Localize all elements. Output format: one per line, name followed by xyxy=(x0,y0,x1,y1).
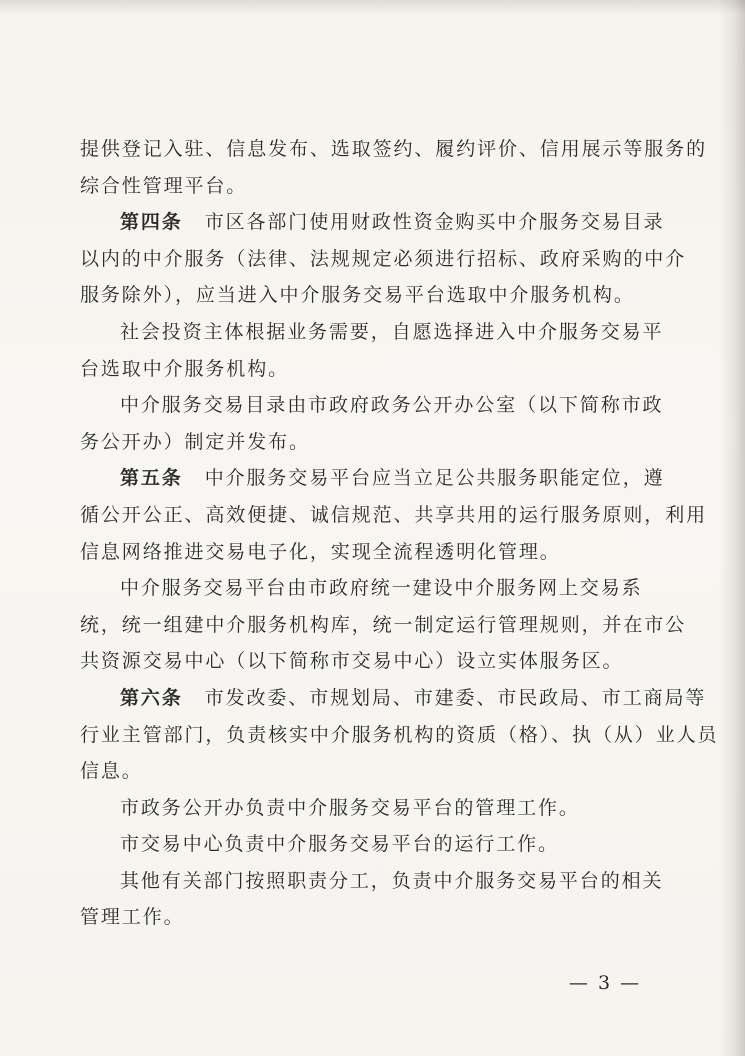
article-text: 市区各部门使用财政性资金购买中介服务交易目录 xyxy=(204,211,665,234)
paragraph-line: 中介服务交易目录由市政府政务公开办公室（以下简称市政 xyxy=(120,394,664,417)
article-line xyxy=(80,204,665,241)
paragraph-line: 务公开办）制定并发布。 xyxy=(80,430,310,453)
paragraph-line: 信息。 xyxy=(80,760,143,783)
paragraph-line: 中介服务交易平台由市政府统一建设中介服务网上交易系 xyxy=(120,577,643,600)
paragraph-line: 信息网络推进交易电子化，实现全流程透明化管理。 xyxy=(80,540,561,563)
paragraph-line: 提供登记入驻、信息发布、选取签约、履约评价、信用展示等服务的 xyxy=(80,138,708,160)
paragraph-line: 社会投资主体根据业务需要，自愿选择进入中介服务交易平 xyxy=(120,320,664,343)
paragraph-line: 循公开公正、高效便捷、诚信规范、共享共用的运行服务原则，利用 xyxy=(80,503,708,526)
article-heading: 第五条 xyxy=(120,467,183,490)
article-text: 中介服务交易平台应当立足公共服务职能定位，遵 xyxy=(204,467,665,490)
paragraph-line: 其他有关部门按照职责分工，负责中介服务交易平台的相关 xyxy=(120,869,664,892)
article-line xyxy=(80,680,707,717)
paragraph-line: 共资源交易中心（以下简称市交易中心）设立实体服务区。 xyxy=(80,650,624,673)
paragraph-line: 行业主管部门，负责核实中介服务机构的资质（格）、执（从）业人员 xyxy=(80,723,719,746)
article-heading: 第四条 xyxy=(120,211,183,234)
paragraph-line: 以内的中介服务（法律、法规规定必须进行招标、政府采购的中介 xyxy=(80,247,687,270)
article-text: 市发改委、市规划局、市建委、市民政局、市工商局等 xyxy=(204,686,707,709)
paragraph-line: 综合性管理平台。 xyxy=(80,174,248,197)
paragraph-line: 市交易中心负责中介服务交易平台的运行工作。 xyxy=(120,833,559,856)
body-text xyxy=(80,131,719,936)
article-heading: 第六条 xyxy=(120,686,183,709)
paragraph-line: 市政务公开办负责中介服务交易平台的管理工作。 xyxy=(120,796,580,819)
article-line xyxy=(80,460,665,497)
scan-edge-shadow xyxy=(719,0,745,1056)
paragraph-line: 管理工作。 xyxy=(80,906,185,929)
scan-top-shadow xyxy=(0,0,745,14)
page-number: — 3 — xyxy=(568,972,642,994)
paragraph-line: 服务除外），应当进入中介服务交易平台选取中介服务机构。 xyxy=(80,284,635,307)
paragraph-line: 统，统一组建中介服务机构库，统一制定运行管理规则，并在市公 xyxy=(80,613,687,636)
paragraph-line: 台选取中介服务机构。 xyxy=(80,357,290,380)
